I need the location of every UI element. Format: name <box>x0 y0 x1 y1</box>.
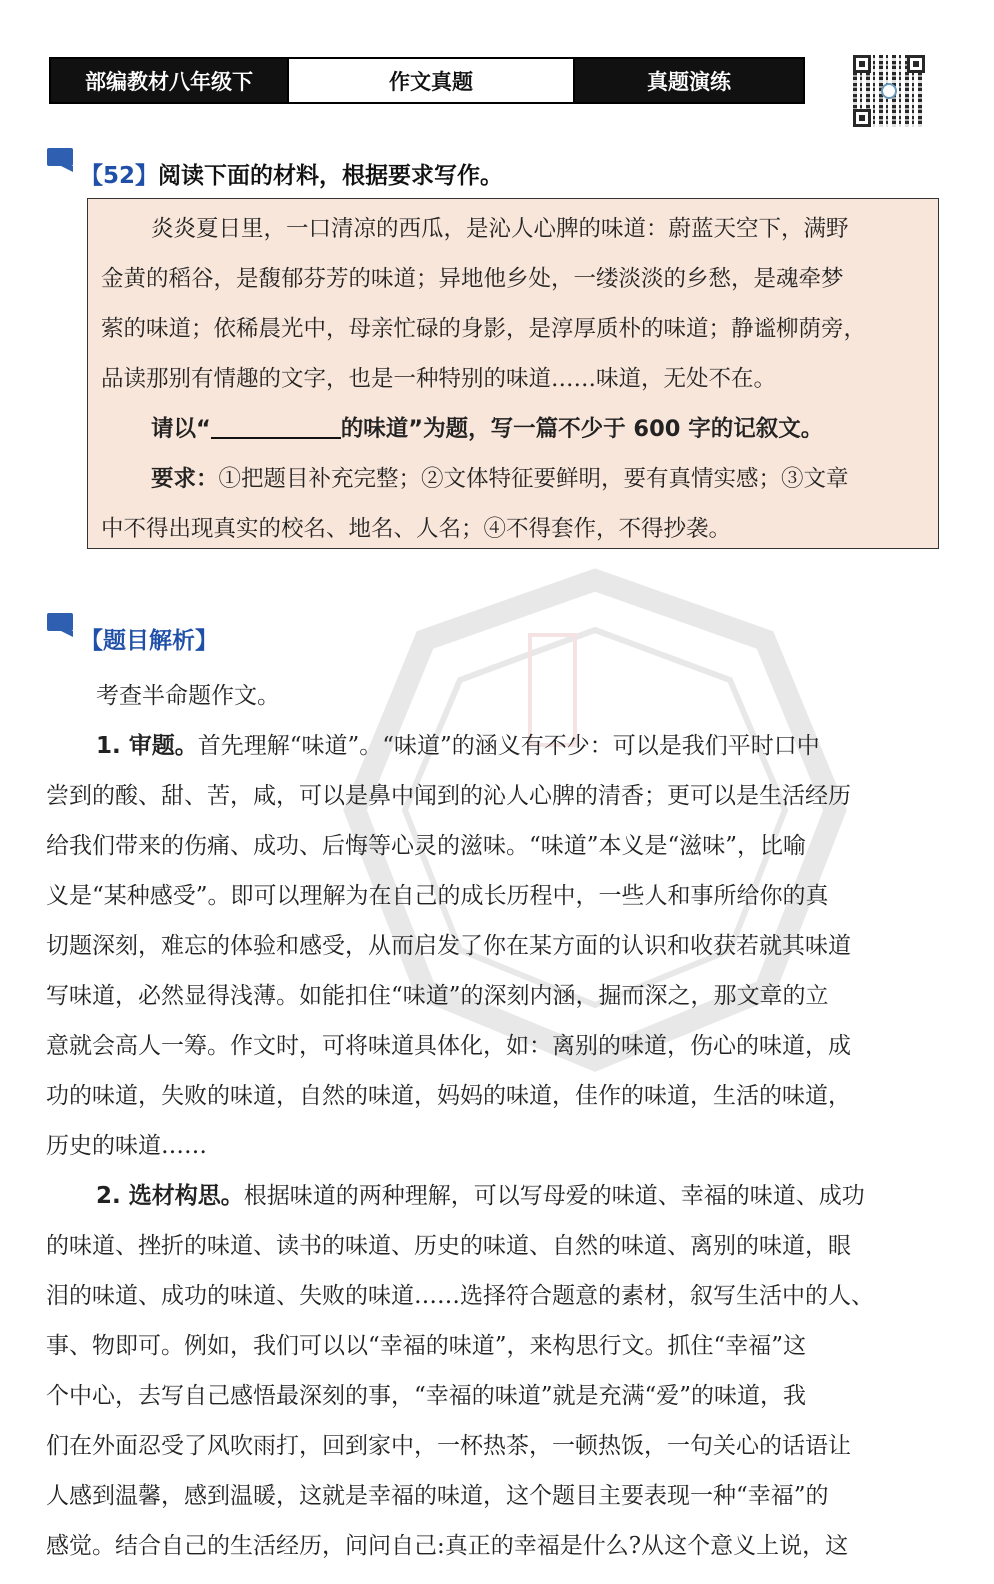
step-label: 2. 选材构思。 <box>96 1183 244 1209</box>
paragraph-line: 2. 选材构思。根据味道的两种理解，可以写母爱的味道、幸福的味道、成功 <box>96 1183 865 1209</box>
analysis-heading: 【题目解析】 <box>80 628 218 654</box>
paragraph-line: 写味道，必然显得浅薄。如能扣住“味道”的深刻内涵，掘而深之，那文章的立 <box>46 983 829 1009</box>
requirements-line: 要求：①把题目补充完整；②文体特征要鲜明，要有真情实感；③文章 <box>151 466 849 492</box>
paragraph-line: 义是“某种感受”。即可以理解为在自己的成长历程中，一些人和事所给你的真 <box>46 883 829 909</box>
header-bar <box>49 57 805 104</box>
material-line: 萦的味道；依稀晨光中，母亲忙碌的身影，是淳厚质朴的味道；静谧柳荫旁， <box>101 316 867 342</box>
material-box <box>87 198 939 549</box>
paragraph-line: 历史的味道…… <box>46 1133 207 1159</box>
paragraph-line: 给我们带来的伤痛、成功、后悔等心灵的滋味。“味道”本义是“滋味”，比喻 <box>46 833 807 859</box>
material-line: 品读那别有情趣的文字，也是一种特别的味道……味道，无处不在。 <box>101 366 777 392</box>
paragraph-line: 1. 审题。首先理解“味道”。“味道”的涵义有不少：可以是我们平时口中 <box>96 733 820 759</box>
paragraph-line: 个中心，去写自己感悟最深刻的事，“幸福的味道”就是充满“爱”的味道，我 <box>46 1383 807 1409</box>
paragraph-line: 人感到温馨，感到温暖，这就是幸福的味道，这个题目主要表现一种“幸福”的 <box>46 1483 829 1509</box>
paragraph-line: 尝到的酸、甜、苦，咸，可以是鼻中闻到的沁人心脾的清香；更可以是生活经历 <box>46 783 851 809</box>
bookmark-icon <box>47 613 77 637</box>
paragraph-line: 们在外面忍受了风吹雨打，回到家中，一杯热茶，一顿热饭，一句关心的话语让 <box>46 1433 851 1459</box>
paragraph-line: 感觉。结合自己的生活经历，问问自己:真正的幸福是什么?从这个意义上说，这 <box>46 1533 849 1559</box>
qr-code[interactable] <box>853 55 925 127</box>
material-line: 炎炎夏日里，一口清凉的西瓜，是沁人心脾的味道：蔚蓝天空下，满野 <box>151 216 849 242</box>
bookmark-icon <box>47 148 77 172</box>
question-number: 【52】 <box>80 163 159 189</box>
paragraph-line: 事、物即可。例如，我们可以以“幸福的味道”，来构思行文。抓住“幸福”这 <box>46 1333 807 1359</box>
paragraph-line: 意就会高人一筹。作文时，可将味道具体化，如：离别的味道，伤心的味道，成 <box>46 1033 851 1059</box>
header-section: 真题演练 <box>575 59 803 102</box>
writing-prompt: 请以“ 的味道”为题，写一篇不少于 600 字的记叙文。 <box>151 416 824 442</box>
question-heading <box>80 157 503 190</box>
requirements-label: 要求： <box>151 466 219 492</box>
header-grade: 部编教材八年级下 <box>51 59 287 102</box>
qr-logo-icon <box>881 83 897 99</box>
paragraph-line: 泪的味道、成功的味道、失败的味道……选择符合题意的素材，叙写生活中的人、 <box>46 1283 874 1309</box>
paragraph-line: 功的味道，失败的味道，自然的味道，妈妈的味道，佳作的味道，生活的味道， <box>46 1083 851 1109</box>
requirements-line: 中不得出现真实的校名、地名、人名；④不得套作，不得抄袭。 <box>101 516 732 542</box>
paragraph-line: 切题深刻，难忘的体验和感受，从而启发了你在某方面的认识和收获若就其味道 <box>46 933 851 959</box>
paragraph-line: 的味道、挫折的味道、读书的味道、历史的味道、自然的味道、离别的味道，眼 <box>46 1233 851 1259</box>
material-line: 金黄的稻谷，是馥郁芬芳的味道；异地他乡处，一缕淡淡的乡愁，是魂牵梦 <box>101 266 844 292</box>
analysis-intro: 考查半命题作文。 <box>96 683 280 709</box>
header-topic: 作文真题 <box>287 59 575 102</box>
title-blank <box>211 415 341 440</box>
step-label: 1. 审题。 <box>96 733 198 759</box>
question-instruction: 阅读下面的材料，根据要求写作。 <box>158 163 504 189</box>
